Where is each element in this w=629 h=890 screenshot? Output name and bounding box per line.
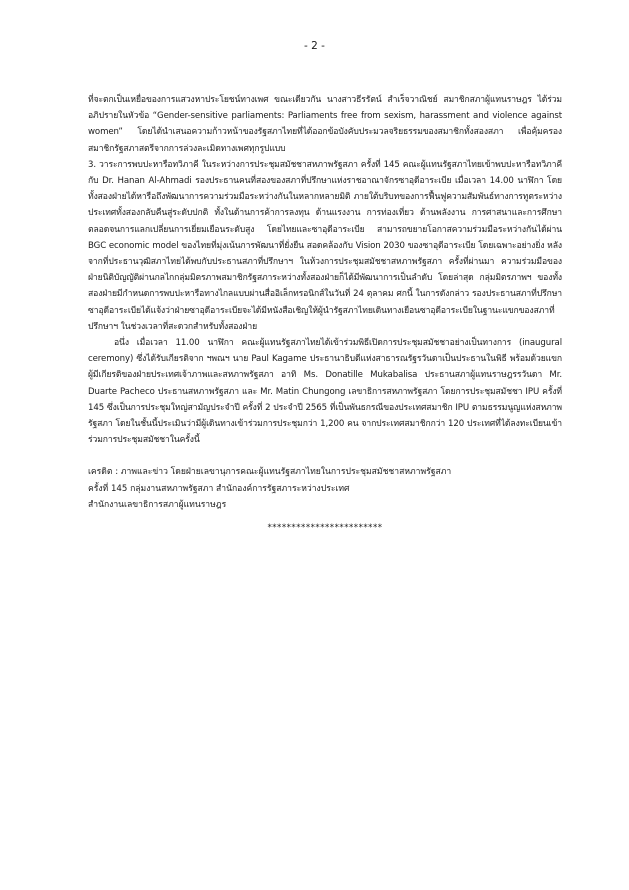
- end-of-document-marker: ************************: [267, 523, 383, 534]
- credit-line-2: ครั้งที่ 145 กลุ่มงานสหภาพรัฐสภา สำนักองค์การรัฐสภาระหว่างประเทศ: [88, 483, 350, 494]
- document-body: [88, 92, 562, 533]
- page-number: - 2 -: [304, 40, 325, 52]
- paragraph-bilateral-meeting: 3. วาระการพบปะหารือทวิภาคี ในระหว่างการประชุมสมัชชาสหภาพรัฐสภา ครั้งที่ 145 คณะผู้แทนรัฐสภาไทยเข้าพบปะหารือทวิภาคีกับ Dr. Hanan Al-Ahmadi รองประธานคนที่สองของสภาที่ปรึกษาแห่งราชอาณาจักรซาอุดีอาระเบีย เมื่อเวลา 14.00 นาฬิกา โดยทั้งสองฝ่ายได้หารือถึงพัฒนาการความร่วมมือระหว่างกันในหลากหลายมิติ ภายใต้บริบทของการฟื้นฟูความสัมพันธ์ทางการทูตระหว่างประเทศทั้งสองกลับคืนสู่ระดับปกติ ทั้งในด้านการค้าการลงทุน ด้านแรงงาน การท่องเที่ยว ด้านพลังงาน การศาสนาและการศึกษา ตลอดจนการแลกเปลี่ยนการเยี่ยมเยือนระดับสูง โดยไทยและซาอุดีอาระเบีย สามารถขยายโอกาสความร่วมมือระหว่างกันได้ผ่าน BGC economic model ของไทยที่มุ่งเน้นการพัฒนาที่ยั่งยืน สอดคล้องกับ Vision 2030 ของซาอุดีอาระเบีย โดยเฉพาะอย่างยิ่ง หลังจากที่ประธานวุฒิสภาไทยได้พบกับประธานสภาที่ปรึกษาฯ ในห้วงการประชุมสมัชชาสหภาพรัฐสภา ครั้งที่ผ่านมา ความร่วมมือของฝ่ายนิติบัญญัติผ่านกลไกกลุ่มมิตรภาพสมาชิกรัฐสภาระหว่างทั้งสองฝ่ายก็ได้มีพัฒนาการเป็นลำดับ โดยล่าสุด กลุ่มมิตรภาพฯ ของทั้งสองฝ่ายมีกำหนดการพบปะหารือทางไกลแบบผ่านสื่ออิเล็กทรอนิกส์ในวันที่ 24 ตุลาคม ศกนี้ ในการดังกล่าว รองประธานสภาที่ปรึกษาซาอุดีอาระเบียได้แจ้งว่าฝ่ายซาอุดีอาระเบียจะได้มีหนังสือเชิญให้ผู้นำรัฐสภาไทยเดินทางเยือนซาอุดีอาระเบียในฐานะแขกของสภาที่ปรึกษาฯ ในช่วงเวลาที่สะดวกสำหรับทั้งสองฝ่าย: [88, 159, 562, 332]
- credit-line-3: สำนักงานเลขาธิการสภาผู้แทนราษฎร: [88, 499, 227, 510]
- credit-block: [88, 464, 562, 513]
- paragraph-inaugural-ceremony: อนึ่ง เมื่อเวลา 11.00 นาฬิกา คณะผู้แทนรัฐสภาไทยได้เข้าร่วมพิธีเปิดการประชุมสมัชชาอย่างเป็นทางการ (inaugural ceremony) ซึ่งได้รับเกียรติจาก ฯพณฯ นาย Paul Kagame ประธานาธิบดีแห่งสาธารณรัฐรวันดาเป็นประธานในพิธี พร้อมด้วยแขกผู้มีเกียรติของฝ่ายประเทศเจ้าภาพและสหภาพรัฐสภา อาทิ Ms. Donatille Mukabalisa ประธานสภาผู้แทนราษฎรรวันดา Mr. Duarte Pacheco ประธานสหภาพรัฐสภา และ Mr. Matin Chungong เลขาธิการสหภาพรัฐสภา โดยการประชุมสมัชชา IPU ครั้งที่ 145 ซึ่งเป็นการประชุมใหญ่สามัญประจำปี ครั้งที่ 2 ประจำปี 2565 ที่เป็นพันธกรณีของประเทศสมาชิก IPU ตามธรรมนูญแห่งสหภาพรัฐสภา โดยในชั้นนี้ประเมินว่ามีผู้เดินทางเข้าร่วมการประชุมกว่า 1,200 คน จากประเทศสมาชิกกว่า 120 ประเทศที่ได้ลงทะเบียนเข้าร่วมการประชุมสมัชชาในครั้งนี้: [88, 338, 562, 446]
- credit-line-1: เครดิต : ภาพและข่าว โดยฝ่ายเลขานุการคณะผู้แทนรัฐสภาไทยในการประชุมสมัชชาสหภาพรัฐสภา: [88, 467, 452, 478]
- paragraph-gender-sensitive: ที่จะตกเป็นเหยื่อของการแสวงหาประโยชน์ทางเพศ ขณะเดียวกัน นางสาวธีรรัตน์ สำเร็จวาณิชย์ สมาชิกสภาผู้แทนราษฎร ได้ร่วมอภิปรายในหัวข้อ “Gender-sensitive parliaments: Parliaments free from sexism, harassment and violence against women” โดยได้นำเสนอความก้าวหน้าของรัฐสภาไทยที่ได้ออกข้อบังคับประมวลจริยธรรมของสมาชิกทั้งสองสภา เพื่อคุ้มครองสมาชิกรัฐสภาสตรีจากการล่วงละเมิดทางเพศทุกรูปแบบ: [88, 95, 562, 154]
